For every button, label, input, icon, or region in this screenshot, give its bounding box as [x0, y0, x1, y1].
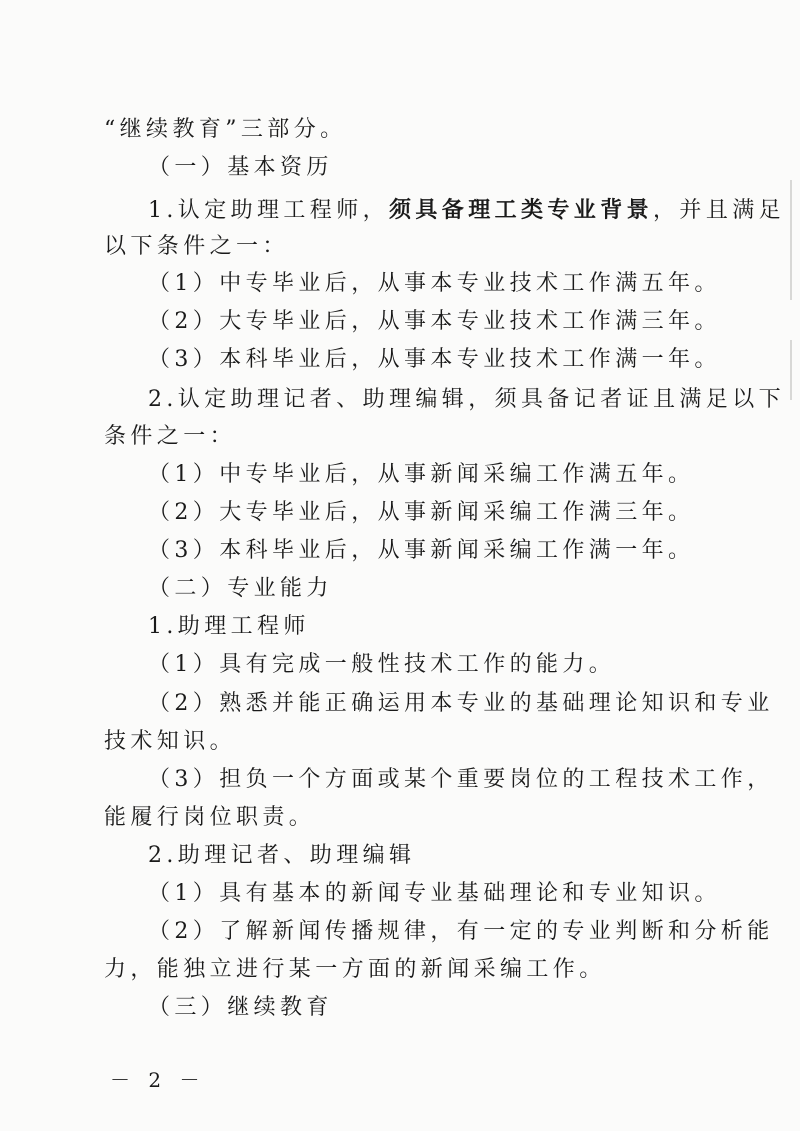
- scan-edge-mark: [790, 340, 792, 400]
- scan-edge-mark: [790, 180, 792, 300]
- page-number: － 2 －: [110, 1068, 206, 1092]
- list-item: （1）具有基本的新闻专业基础理论和专业知识。: [148, 881, 721, 906]
- list-item: （3）本科毕业后，从事本专业技术工作满一年。: [148, 347, 721, 372]
- text-line-continuing-education: “继续教育”三部分。: [104, 117, 347, 142]
- text-line: 以下条件之一：: [104, 234, 289, 259]
- list-item: （2）了解新闻传播规律，有一定的专业判断和分析能: [148, 919, 774, 944]
- text-line: 力，能独立进行某一方面的新闻采编工作。: [104, 957, 606, 982]
- subheading-assistant-journalist: 2.助理记者、助理编辑: [148, 843, 416, 868]
- text-span: 1.认定助理工程师，: [148, 198, 389, 223]
- text-span: ，并且满足: [653, 198, 786, 223]
- subheading-assistant-engineer: 1.助理工程师: [148, 614, 310, 639]
- text-line-assistant-journalist-requirement: 2.认定助理记者、助理编辑，须具备记者证且满足以下: [148, 387, 785, 412]
- section-heading-continuing-education: （三）继续教育: [148, 995, 333, 1020]
- text-line: 技术知识。: [104, 729, 237, 754]
- text-line: 条件之一：: [104, 424, 237, 449]
- list-item: （3）本科毕业后，从事新闻采编工作满一年。: [148, 538, 695, 563]
- list-item: （2）熟悉并能正确运用本专业的基础理论知识和专业: [148, 691, 774, 716]
- list-item: （3）担负一个方面或某个重要岗位的工程技术工作，: [148, 767, 774, 792]
- list-item: （1）具有完成一般性技术工作的能力。: [148, 652, 616, 677]
- list-item: （2）大专毕业后，从事新闻采编工作满三年。: [148, 500, 695, 525]
- list-item: （1）中专毕业后，从事新闻采编工作满五年。: [148, 462, 695, 487]
- section-heading-basic-qualifications: （一）基本资历: [148, 155, 333, 180]
- text-line-assistant-engineer-requirement: [148, 190, 785, 230]
- text-line: 能履行岗位职责。: [104, 805, 316, 830]
- bold-emphasis: 须具备理工类专业背景: [389, 197, 654, 223]
- list-item: （2）大专毕业后，从事本专业技术工作满三年。: [148, 309, 721, 334]
- section-heading-professional-ability: （二）专业能力: [148, 576, 333, 601]
- list-item: （1）中专毕业后，从事本专业技术工作满五年。: [148, 271, 721, 296]
